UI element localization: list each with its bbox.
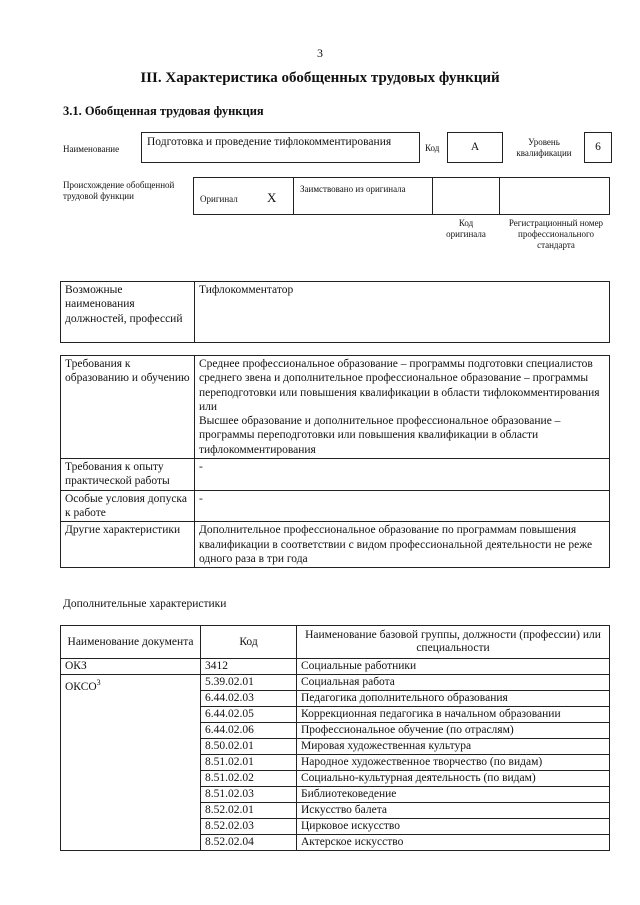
code-cell: 3412: [201, 659, 297, 675]
requirement-value: Среднее профессиональное образование – программы подготовки специалистов среднего звена и дополнительное профессиональное образование – программы переподготовки или повышения квалификации в области тифлокомментирования или Высшее образование и дополнительное профессиональное образование – программы переподготовки или повышения квалификации в области тифлокомментирования: [195, 356, 610, 459]
table-header-row: [61, 626, 610, 659]
page-number: 3: [317, 46, 323, 60]
reg-number-caption: Регистрационный номер профессионального стандарта: [508, 218, 604, 250]
name-cell: Библиотековедение: [297, 787, 610, 803]
code-cell: 8.52.02.03: [201, 819, 297, 835]
section-title: 3.1. Обобщенная трудовая функция: [63, 104, 264, 118]
additional-table: [60, 625, 610, 851]
code-label: Код: [425, 143, 440, 153]
requirement-value: -: [195, 490, 610, 522]
table-row: [61, 522, 610, 568]
name-cell: Социальная работа: [297, 675, 610, 691]
origin-divider: [499, 177, 500, 215]
name-cell: Народное художественное творчество (по видам): [297, 755, 610, 771]
name-cell: Социальные работники: [297, 659, 610, 675]
column-header: Код: [201, 626, 297, 659]
origin-label: Происхождение обобщенной трудовой функции: [63, 180, 175, 201]
code-cell: 8.52.02.04: [201, 835, 297, 851]
original-mark: X: [267, 190, 277, 205]
name-cell: Искусство балета: [297, 803, 610, 819]
origin-box: [193, 177, 610, 215]
requirement-label: Требования к опыту практической работы: [61, 459, 195, 491]
doc-name: ОКСО: [65, 680, 97, 693]
code-original-caption: Код оригинала: [446, 218, 486, 239]
code-cell: 5.39.02.01: [201, 675, 297, 691]
origin-divider: [432, 177, 433, 215]
name-cell: Коррекционная педагогика в начальном образовании: [297, 707, 610, 723]
name-cell: Социально-культурная деятельность (по видам): [297, 771, 610, 787]
additional-caption: Дополнительные характеристики: [63, 598, 227, 610]
column-header: Наименование базовой группы, должности (профессии) или специальности: [297, 626, 610, 659]
code-cell: 6.44.02.03: [201, 691, 297, 707]
name-value: Подготовка и проведение тифлокомментирования: [141, 132, 420, 163]
code-cell: 8.51.02.03: [201, 787, 297, 803]
positions-label: Возможные наименования должностей, профессий: [61, 282, 195, 343]
origin-divider: [293, 177, 294, 215]
code-value: A: [447, 132, 503, 163]
code-cell: 6.44.02.06: [201, 723, 297, 739]
table-row: [61, 282, 610, 343]
name-cell: Цирковое искусство: [297, 819, 610, 835]
table-row: [61, 490, 610, 522]
name-cell: Актерское искусство: [297, 835, 610, 851]
code-cell: 8.52.02.01: [201, 803, 297, 819]
name-cell: Профессиональное обучение (по отраслям): [297, 723, 610, 739]
name-cell: Педагогика дополнительного образования: [297, 691, 610, 707]
positions-table: [60, 281, 610, 343]
doc-cell: [61, 675, 201, 851]
footnote-marker: 3: [96, 678, 101, 687]
borrowed-label: Заимствовано из оригинала: [300, 184, 406, 194]
code-cell: 8.51.02.01: [201, 755, 297, 771]
requirement-label: Другие характеристики: [61, 522, 195, 568]
level-value: 6: [584, 132, 612, 163]
requirements-table: [60, 355, 610, 568]
table-row: [61, 675, 610, 691]
table-row: [61, 356, 610, 459]
original-label: Оригинал: [200, 194, 238, 204]
table-row: [61, 459, 610, 491]
name-label: Наименование: [63, 144, 120, 154]
code-cell: 8.50.02.01: [201, 739, 297, 755]
name-cell: Мировая художественная культура: [297, 739, 610, 755]
column-header: Наименование документа: [61, 626, 201, 659]
level-label: Уровень квалификации: [516, 137, 572, 158]
requirement-value: -: [195, 459, 610, 491]
page-title: III. Характеристика обобщенных трудовых функций: [140, 70, 500, 86]
table-row: [61, 659, 610, 675]
doc-cell: ОКЗ: [61, 659, 201, 675]
code-cell: 6.44.02.05: [201, 707, 297, 723]
positions-value: Тифлокомментатор: [195, 282, 610, 343]
requirement-label: Требования к образованию и обучению: [61, 356, 195, 459]
code-cell: 8.51.02.02: [201, 771, 297, 787]
requirement-label: Особые условия допуска к работе: [61, 490, 195, 522]
requirement-value: Дополнительное профессиональное образование по программам повышения квалификации в соответствии с видом профессиональной деятельности не реже одного раза в три года: [195, 522, 610, 568]
